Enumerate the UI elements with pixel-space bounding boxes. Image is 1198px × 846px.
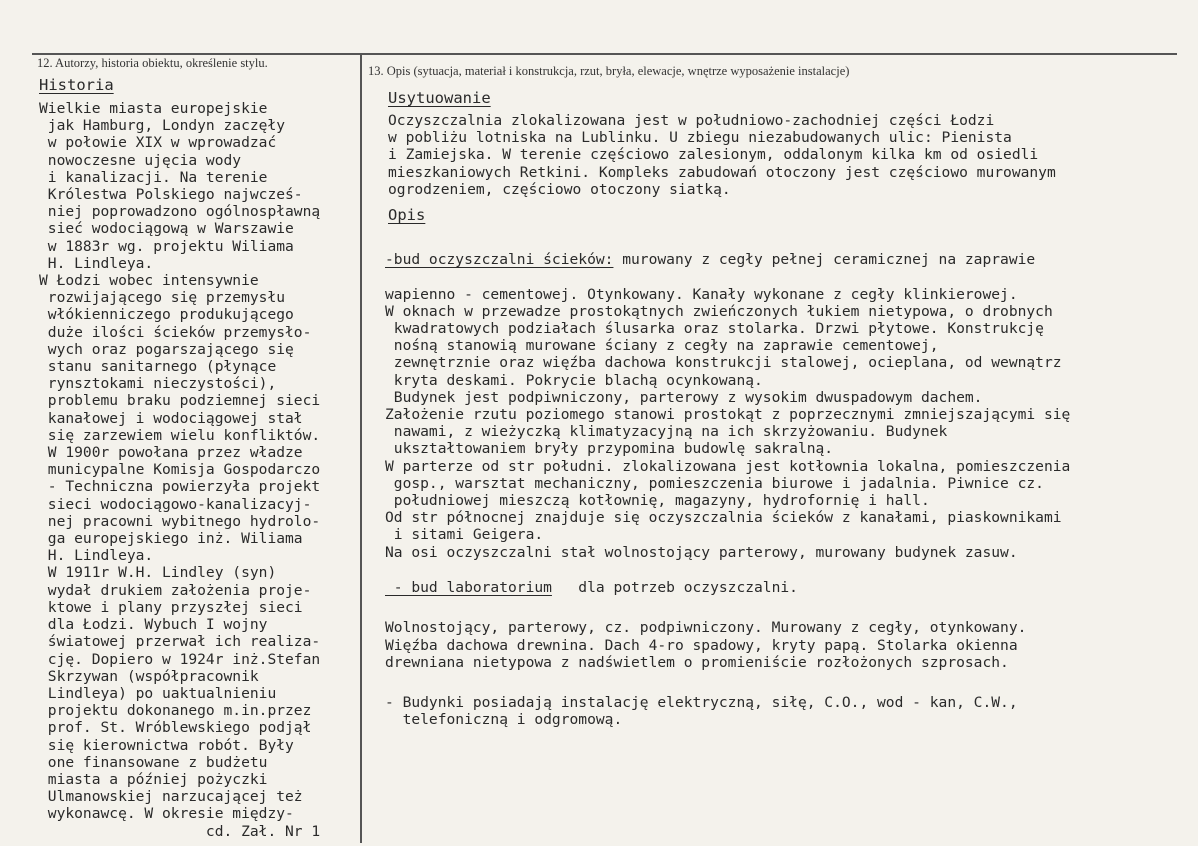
text-line: Na osi oczyszczalni stał wolnostojący parterowy, murowany budynek zasuw. (385, 543, 1018, 561)
bud-oczyszczalni-line (385, 251, 1070, 268)
text-line: projektu dokonanego m.in.przez (39, 702, 312, 720)
text-line: telefoniczną i odgromową. (385, 711, 623, 729)
text-line: H. Lindleya. (39, 547, 154, 565)
text-line: rozwijającego się przemysłu (39, 289, 286, 307)
text-line: municypalne Komisja Gospodarczo (39, 461, 321, 479)
text-line: niej poprowadzono ogólnospławną (39, 203, 321, 221)
text-line: nawami, z wieżyczką klimatyzacyjną na ich skrzyżowaniu. Budynek (385, 423, 948, 441)
text-line: nośną stanowią murowane ściany z cegły na zaprawie cementowej, (385, 337, 939, 355)
section-12-header: 12. Autorzy, historia obiektu, określenie stylu. (37, 56, 268, 70)
text-line: H. Lindleya. (39, 254, 154, 272)
text-line: ogrodzeniem, częściowo otoczony siatką. (388, 180, 731, 198)
text-line: Oczyszczalnia zlokalizowana jest w południowo-zachodniej części Łodzi (388, 112, 995, 129)
text-line: Więźba dachowa drewnina. Dach 4-ro spadowy, kryty papą. Stolarka okienna (385, 636, 1018, 654)
text-line: stanu sanitarnego (płynące (39, 358, 277, 376)
text-line: się kierownictwa robót. Były (39, 736, 294, 754)
text-line: wydał drukiem założenia proje- (39, 581, 312, 599)
historia-heading: Historia (39, 76, 114, 94)
opis-heading: Opis (388, 206, 426, 224)
text-line: wych oraz pogarszającego się (39, 340, 294, 358)
bud-oczyszczalni-label: -bud oczyszczalni ścieków: (385, 251, 614, 269)
text-line: gosp., warsztat mechaniczny, pomieszczenia biurowe i jadalnia. Piwnice cz. (385, 474, 1044, 492)
text-line: sieć wodociągową w Warszawie (39, 220, 294, 238)
text-line: W Łodzi wobec intensywnie (39, 272, 259, 290)
text-line: W parterze od str południ. zlokalizowana jest kotłownia lokalna, pomieszczenia (385, 457, 1071, 475)
text-line: w pobliżu lotniska na Lublinku. U zbiegu niezabudowanych ulic: Pienista (388, 129, 1012, 147)
bud-laboratorium-line (385, 579, 1070, 596)
text-line: - Techniczna powierzyła projekt (39, 478, 321, 496)
opis-text (385, 234, 1070, 746)
text-line: Wielkie miasta europejskie (39, 100, 268, 117)
text-line: i kanalizacji. Na terenie (39, 168, 268, 186)
text-line: Ulmanowskiej narzucającej też (39, 788, 303, 806)
section-13-header: 13. Opis (sytuacja, materiał i konstrukcja, rzut, bryła, elewacje, wnętrze wyposażenie instalacje) (368, 64, 850, 78)
usytuowanie-heading: Usytuowanie (388, 89, 491, 107)
column-divider (360, 53, 362, 843)
text-line: Lindleya) po uaktualnieniu (39, 684, 277, 702)
text-line: drewniana nietypowa z nadświetlem o promieniście rozłożonych szprosach. (385, 653, 1009, 671)
text-line: W 1911r W.H. Lindley (syn) (39, 564, 277, 582)
text-line: miasta a później pożyczki (39, 770, 268, 788)
text-line: Wolnostojący, parterowy, cz. podpiwniczony. Murowany z cegły, otynkowany. (385, 619, 1027, 637)
text-line: w 1883r wg. projektu Wiliama (39, 237, 294, 255)
text-line: jak Hamburg, Londyn zaczęły (39, 117, 286, 135)
text-line: cję. Dopiero w 1924r inż.Stefan (39, 650, 321, 668)
text-line: Budynek jest podpiwniczony, parterowy z wysokim dwuspadowym dachem. (385, 388, 983, 406)
text-line: Królestwa Polskiego najwcześ- (39, 186, 303, 204)
text-line: Skrzywan (współpracownik (39, 667, 259, 685)
text-line: duże ilości ścieków przemysło- (39, 323, 312, 341)
text-line: włókienniczego produkującego (39, 306, 294, 324)
text-line: kwadratowych podziałach ślusarka oraz stolarka. Drzwi płytowe. Konstrukcję (385, 320, 1044, 338)
text-line: sieci wodociągowo-kanalizacyj- (39, 495, 312, 513)
bud-oczyszczalni-desc (385, 286, 1070, 561)
bud-laboratorium-label: - bud laboratorium (385, 579, 552, 597)
bud-laboratorium-desc (385, 619, 1070, 671)
bud-oczyszczalni-line-rest: murowany z cegły pełnej ceramicznej na zaprawie (613, 251, 1036, 269)
text-line: kanałowej i wodociągowej stał (39, 409, 303, 427)
historia-text (39, 100, 320, 840)
text-line: mieszkaniowych Retkini. Kompleks zabudowań otoczony jest częściowo murowanym (388, 163, 1056, 181)
text-line: i sitami Geigera. (385, 526, 544, 544)
text-line: Od str północnej znajduje się oczyszczalnia ścieków z kanałami, piaskownikami (385, 509, 1062, 527)
text-line: ga europejskiego inż. Wiliama (39, 530, 303, 548)
text-line: w połowie XIX w wprowadzać (39, 134, 277, 152)
text-line: cd. Zał. Nr 1 (39, 822, 321, 840)
text-line: nej pracowni wybitnego hydrolo- (39, 512, 321, 530)
text-line: nowoczesne ujęcia wody (39, 151, 242, 169)
text-line: się zarzewiem wielu konfliktów. (39, 426, 321, 444)
instalacje-desc (385, 694, 1070, 728)
text-line: dla Łodzi. Wybuch I wojny (39, 616, 268, 634)
text-line: zewnętrznie oraz więźba dachowa konstrukcji stalowej, ocieplana, od wewnątrz (385, 354, 1062, 372)
text-line: prof. St. Wróblewskiego podjął (39, 719, 312, 737)
text-line: W 1900r powołana przez władze (39, 444, 303, 462)
text-line: - Budynki posiadają instalację elektryczną, siłę, C.O., wod - kan, C.W., (385, 694, 1018, 712)
top-rule (32, 53, 1177, 55)
text-line: światowej przerwał ich realiza- (39, 633, 321, 651)
text-line: one finansowane z budżetu (39, 753, 268, 771)
usytuowanie-text (388, 112, 1056, 198)
text-line: rynsztokami nieczystości), (39, 375, 277, 393)
text-line: kryta deskami. Pokrycie blachą ocynkowaną. (385, 371, 763, 389)
text-line: wykonawcę. W okresie między- (39, 805, 294, 823)
text-line: i Zamiejska. W terenie częściowo zalesionym, oddalonym kilka km od osiedli (388, 146, 1039, 164)
bud-laboratorium-line-rest: dla potrzeb oczyszczalni. (551, 579, 798, 597)
text-line: W oknach w przewadze prostokątnych zwieńczonych łukiem nietypowa, o drobnych (385, 302, 1053, 320)
text-line: ktowe i plany przyszłej sieci (39, 598, 303, 616)
text-line: południowej mieszczą kotłownię, magazyny, hydrofornię i hall. (385, 492, 930, 510)
text-line: ukształtowaniem bryły przypomina budowlę sakralną. (385, 440, 834, 458)
text-line: Założenie rzutu poziomego stanowi prostokąt z poprzecznymi zmniejszającymi się (385, 406, 1071, 424)
text-line: wapienno - cementowej. Otynkowany. Kanały wykonane z cegły klinkierowej. (385, 285, 1018, 303)
text-line: problemu braku podziemnej sieci (39, 392, 321, 410)
